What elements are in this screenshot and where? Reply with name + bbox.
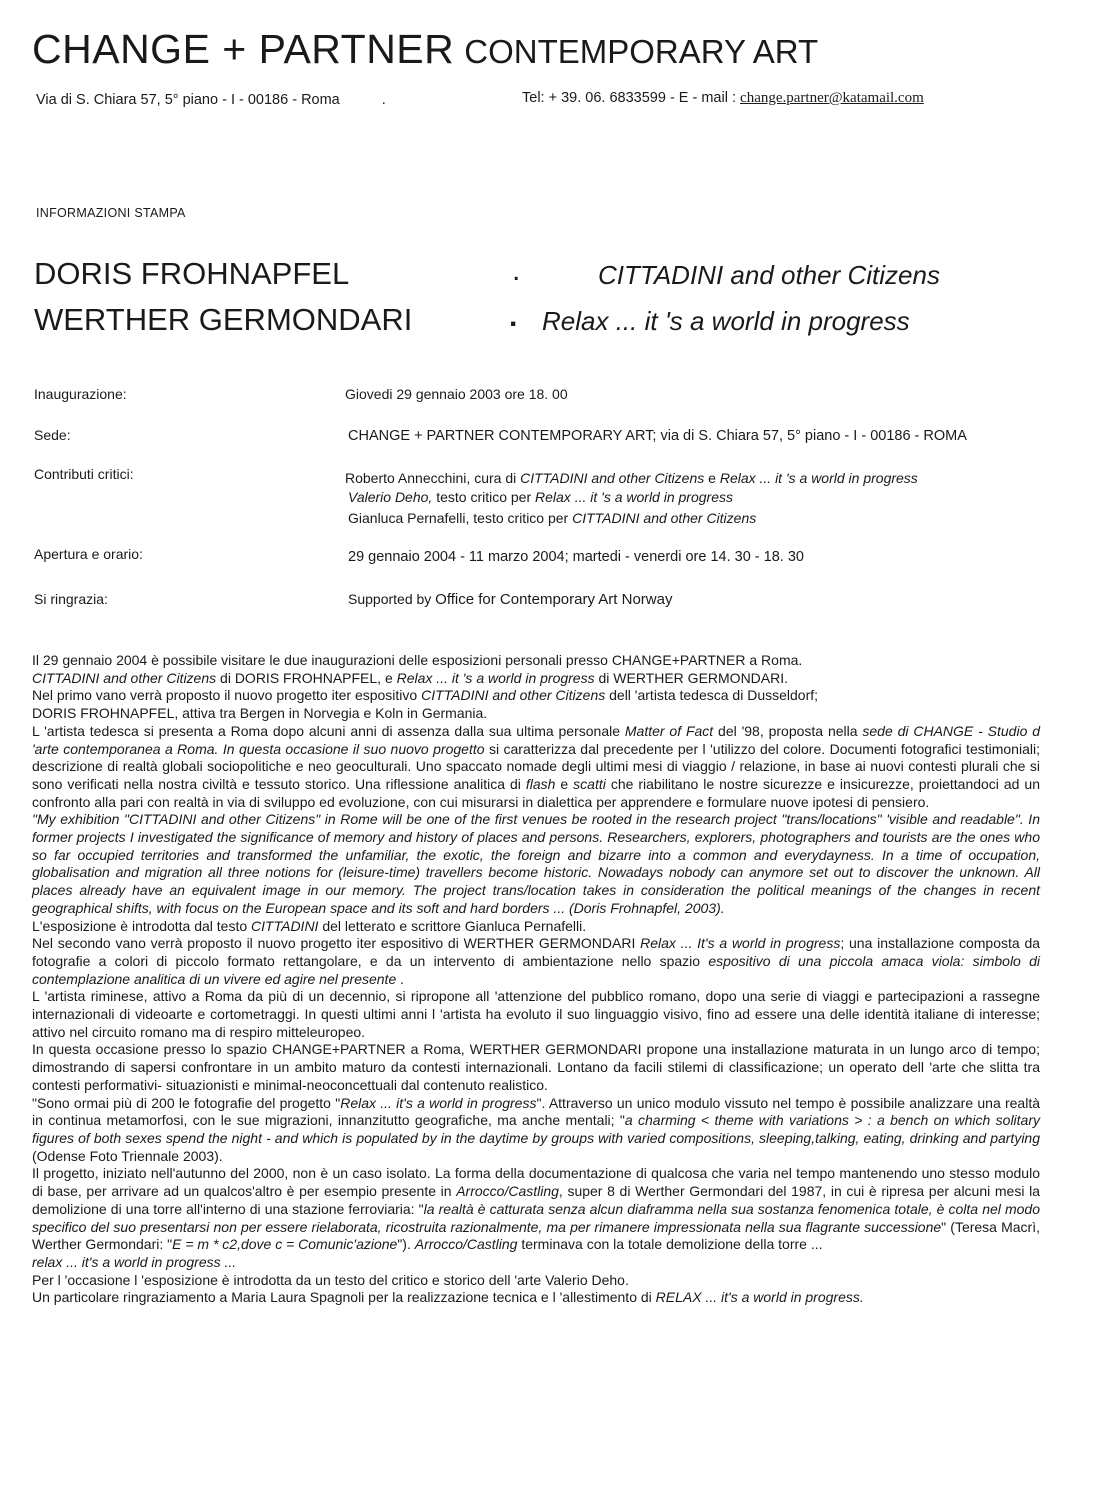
artist-name-2: WERTHER GERMONDARI bbox=[34, 302, 413, 337]
value-contributi-3: Gianluca Pernafelli, testo critico per CITTADINI and other Citizens bbox=[348, 510, 757, 526]
artist-name-1: DORIS FROHNAPFEL bbox=[34, 256, 350, 291]
label-ringrazia: Si ringrazia: bbox=[34, 591, 108, 607]
gallery-address bbox=[36, 92, 386, 108]
body-paragraph-6: "My exhibition "CITTADINI and other Citizens" in Rome will be one of the first venues be rooted in the research project "trans/locations" 'visible and readable". In former projects I investigated the significance of memory and history of places and persons. Researchers, explorers, photographers and tourists are the ones who so far occupied territories and transformed the unfamiliar, the exotic, the foreign and bizarre into a common and everydayness. In a time of occupation, globalisation and migration all three notions for (leisure-time) travellers become historic. Nowadays nobody can anymore set out to discover the unknown. All places already have an equivalent image in our memory. The project trans/location takes in consideration the political meanings of the changes in recent geographical shifts, with focus on the European space and its soft and hard borders ... (Doris Frohnapfel, 2003). bbox=[32, 811, 1040, 916]
email-link[interactable]: change.partner@katamail.com bbox=[740, 90, 924, 106]
gallery-name: CHANGE + PARTNER bbox=[32, 26, 455, 72]
body-paragraph-4: DORIS FROHNAPFEL, attiva tra Bergen in Norvegia e Koln in Germania. bbox=[32, 705, 488, 722]
phone-text: Tel: + 39. 06. 6833599 - E - mail : bbox=[522, 90, 736, 106]
body-paragraph-14: Un particolare ringraziamento a Maria Laura Spagnoli per la realizzazione tecnica e l 'allestimento di RELAX ... it's a world in progress. bbox=[32, 1289, 864, 1306]
body-text bbox=[32, 652, 1040, 1307]
value-contributi-1: Roberto Annecchini, cura di CITTADINI and other Citizens e Relax ... it 's a world in progress bbox=[345, 470, 918, 486]
value-apertura: 29 gennaio 2004 - 11 marzo 2004; martedi - venerdi ore 14. 30 - 18. 30 bbox=[348, 549, 804, 565]
label-sede: Sede: bbox=[34, 427, 71, 443]
artist-dot-2: . bbox=[509, 300, 518, 333]
body-paragraph-10: In questa occasione presso lo spazio CHANGE+PARTNER a Roma, WERTHER GERMONDARI propone una installazione maturata in un lungo arco di tempo; dimostrando di sapersi confrontare in un ambito maturo da contesti internazionali. Lontano da facili stilemi di classificazione; un operato dell 'arte che slitta tra contesti performativi- situazionisti e minimal-neoconcettuali dal contenuto realistico. bbox=[32, 1041, 1040, 1093]
gallery-contact bbox=[522, 90, 924, 107]
body-paragraph-1: Il 29 gennaio 2004 è possibile visitare le due inaugurazioni delle esposizioni personali presso CHANGE+PARTNER a Roma. bbox=[32, 652, 803, 668]
body-paragraph-2: CITTADINI and other Citizens di DORIS FROHNAPFEL, e Relax ... it 's a world in progress di WERTHER GERMONDARI. bbox=[32, 669, 789, 686]
show-title-2: Relax ... it 's a world in progress bbox=[542, 306, 910, 336]
body-paragraph-8: Nel secondo vano verrà proposto il nuovo progetto iter espositivo di WERTHER GERMONDARI Relax ... It's a world in progress; una installazione composta da fotografie a colori di piccolo formato rettangolare, e da un intervento di ambientazione nello spazio espositivo di una piccola amaca viola: simbolo di contemplazione analitica di un vivere ed agire nel presente . bbox=[32, 935, 1041, 987]
body-paragraph-5: L 'artista tedesca si presenta a Roma dopo alcuni anni di assenza dalla sua ultima personale Matter of Fact del '98, proposta nella sede di CHANGE - Studio d 'arte contemporanea a Roma. In questa occasione il suo nuovo progetto si caratterizza dal precedente per l 'utilizzo del colore. Documenti fotografici testimoniali; descrizione di realtà globali sociopolitiche e neo geoculturali. Uno spaccato nomade degli ultimi mesi di viaggio / relazione, in base ai nuovi contesti plurali che si sono verificati nella nostra civiltà e tessuto storico. Una riflessione analitica di flash e scatti che riabilitano le nostre sicurezze e insicurezze, proiettandoci ad un confronto alla pari con realtà in via di sviluppo ed evoluzione, con cui misurarsi in dialettica per apprendere e formulare nuove ipotesi di pensiero. bbox=[32, 722, 1041, 810]
label-inaugurazione: Inaugurazione: bbox=[34, 386, 127, 402]
body-paragraph-9: L 'artista riminese, attivo a Roma da più di un decennio, si ripropone all 'attenzione del pubblico romano, dopo una serie di viaggi e partecipazioni a rassegne internazionali di videoarte e cortometraggi. In questi ultimi anni l 'artista ha evoluto il suo linguaggio visivo, fino ad essere una delle identità italiane di interesse; attivo nel circuito romano ma di respiro mitteleuropeo. bbox=[32, 988, 1040, 1040]
body-paragraph-3: Nel primo vano verrà proposto il nuovo progetto iter espositivo CITTADINI and other Citizens dell 'artista tedesca di Dusseldorf; bbox=[32, 687, 819, 704]
body-paragraph-12: Il progetto, iniziato nell'autunno del 2000, non è un caso isolato. La forma della documentazione di qualcosa che varia nel tempo mantenendo uno stesso modulo di base, per arrivare ad un qualcos'altro è per esempio presente in Arrocco/Castling, super 8 di Werther Germondari del 1987, in cui è ripresa per alcuni mesi la demolizione di una torre all'interno di una stazione ferroviaria: "la realtà è catturata senza alcun diaframma nella sua sostanza fenomenica totale, è colta nel modo specifico del suo presentarsi non per essere rielaborata, ricostruita razionalmente, ma per rimanere impressionata nella sua flagrante successione" (Teresa Macrì, Werther Germondari: "E = m * c2,dove c = Comunic'azione"). Arrocco/Castling terminava con la totale demolizione della torre ... relax ... it's a world in progress ... bbox=[32, 1165, 1040, 1270]
address-text: Via di S. Chiara 57, 5° piano - I - 00186 - Roma bbox=[36, 92, 340, 108]
gallery-subtitle: CONTEMPORARY ART bbox=[464, 33, 819, 70]
body-paragraph-13: Per l 'occasione l 'esposizione è introdotta da un testo del critico e storico dell 'arte Valerio Deho. bbox=[32, 1271, 629, 1288]
press-label: INFORMAZIONI STAMPA bbox=[36, 206, 186, 220]
value-contributi-2: Valerio Deho, testo critico per Relax ... it 's a world in progress bbox=[348, 489, 733, 505]
label-apertura: Apertura e orario: bbox=[34, 546, 143, 562]
label-contributi: Contributi critici: bbox=[34, 466, 134, 482]
value-sede: CHANGE + PARTNER CONTEMPORARY ART; via di S. Chiara 57, 5° piano - I - 00186 - ROMA bbox=[348, 428, 967, 444]
value-ringrazia: Supported by Office for Contemporary Art Norway bbox=[348, 591, 673, 608]
masthead bbox=[32, 26, 818, 73]
body-paragraph-11: "Sono ormai più di 200 le fotografie del progetto "Relax ... it's a world in progress". Attraverso un unico modulo vissuto nel tempo è possibile analizzare una realtà in continua metamorfosi, con le sue migrazioni, innanzitutto geografiche, ma anche mentali; "a charming < theme with variations > : a bench on which solitary figures of both sexes spend the night - and which is populated by in the daytime by groups with varied compositions, sleeping,talking, eating, drinking and partying (Odense Foto Triennale 2003). bbox=[32, 1094, 1040, 1164]
artist-dot-1: . bbox=[512, 254, 521, 287]
body-paragraph-7: L'esposizione è introdotta dal testo CITTADINI del letterato e scrittore Gianluca Pernafelli. bbox=[32, 917, 587, 934]
value-inaugurazione: Giovedi 29 gennaio 2003 ore 18. 00 bbox=[345, 386, 568, 402]
address-dot: . bbox=[381, 92, 386, 108]
show-title-1: CITTADINI and other Citizens bbox=[598, 260, 940, 290]
